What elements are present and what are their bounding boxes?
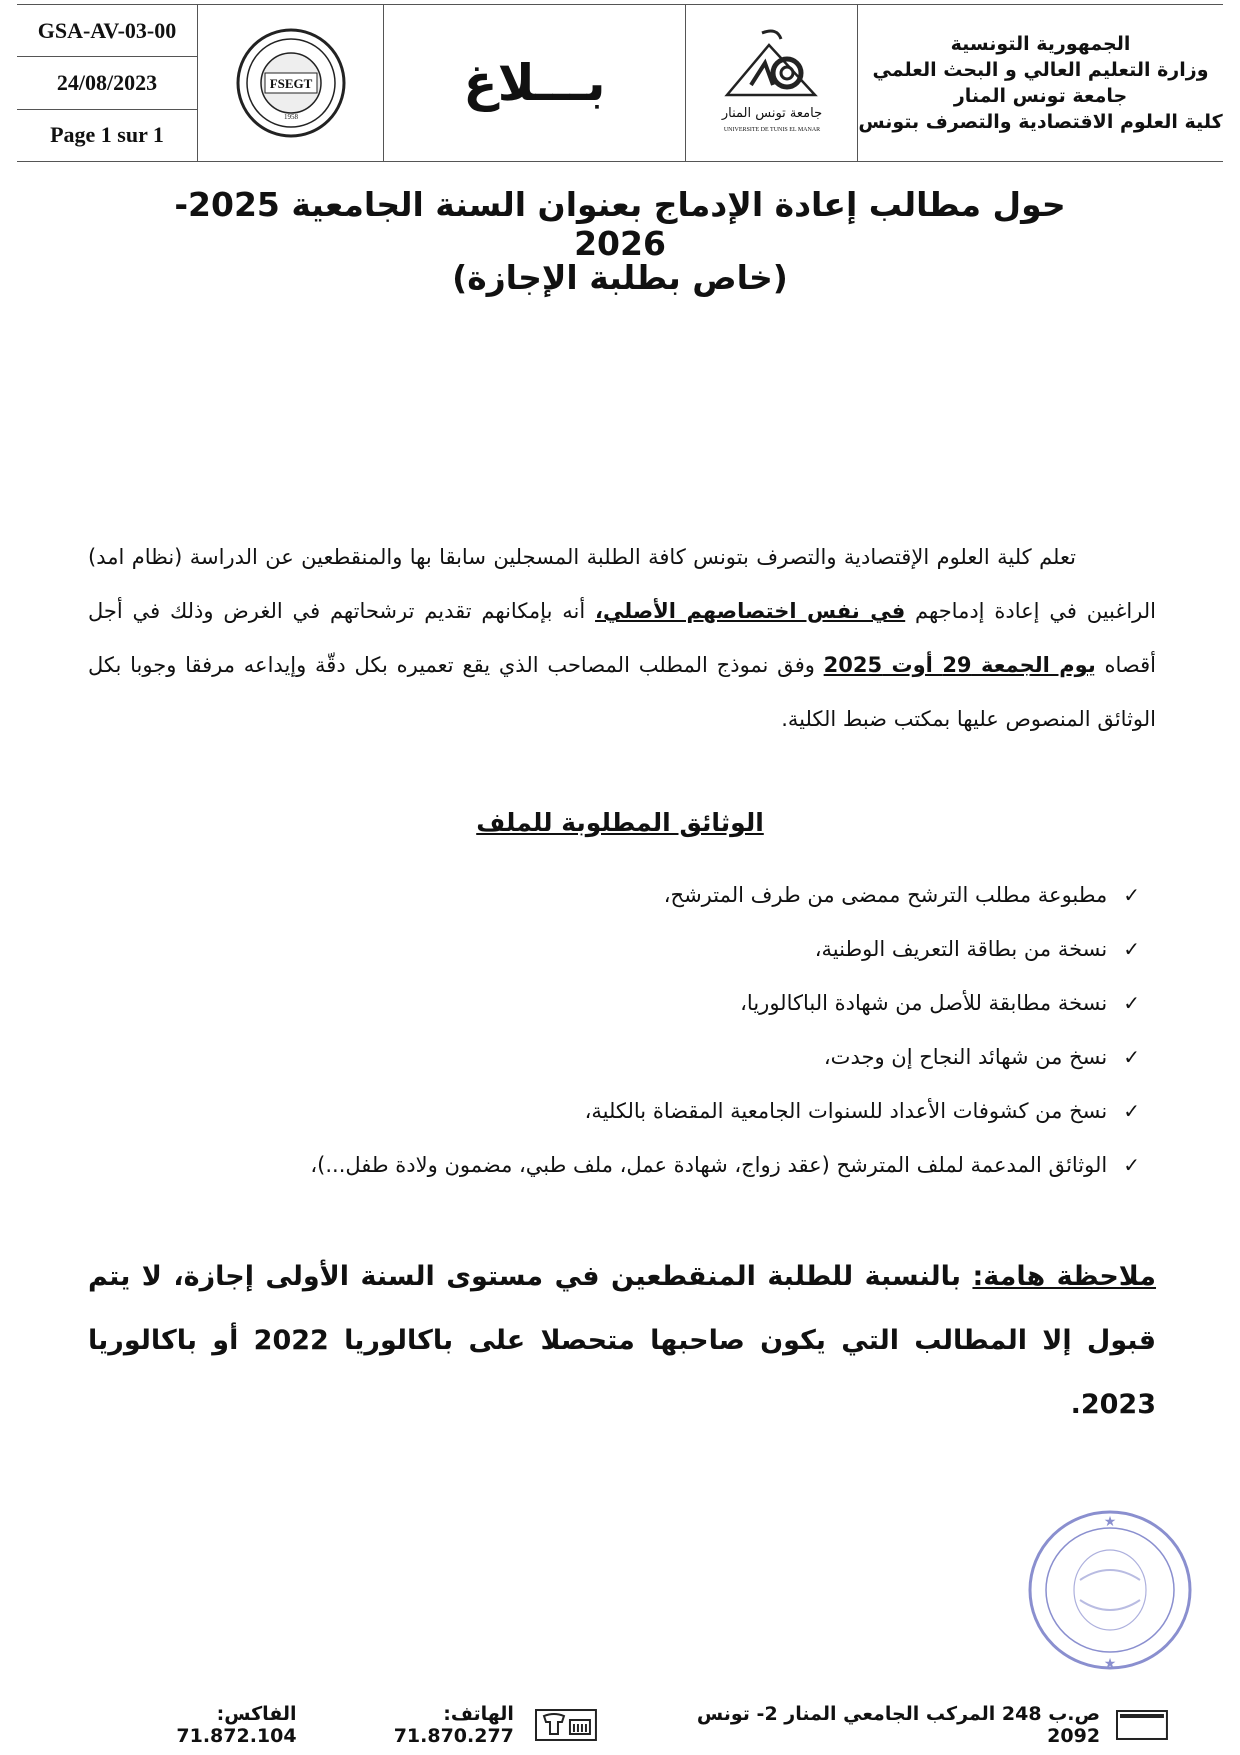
body-text-3: وفق نموذج المطلب المصاحب الذي يقع تعميره بكل دقّة وإيداعه مرفقا وجوبا بكل الوثائق المنصوص عليها بمكتب ضبط الكلية. [88,653,1156,731]
institution-line: وزارة التعليم العالي و البحث العلمي [872,59,1209,81]
checkmark-icon: ✓ [1123,1153,1140,1177]
utm-logo-arabic: جامعة تونس المنار [721,106,822,121]
utm-logo-latin: UNIVERSITE DE TUNIS EL MANAR [723,127,820,133]
document-footer [90,1703,1170,1747]
required-docs-list [140,868,1140,1192]
mailbox-icon [1114,1708,1170,1742]
utm-university-logo [707,23,837,143]
phone-fax-icon [534,1708,598,1742]
list-item-text: نسخ من كشوفات الأعداد للسنوات الجامعية المقضاة بالكلية، [584,1099,1108,1123]
doc-code: GSA-AV-03-00 [17,5,197,57]
institution-line: الجمهورية التونسية [950,33,1131,55]
official-stamp [1010,1500,1210,1680]
document-header [17,4,1223,162]
body-text-2: أنه بإمكانهم تقديم ترشحاتهم في الغرض وذلك في أجل أقصاه [88,599,1156,677]
footer-fax: الفاكس: 71.872.104 [176,1703,297,1747]
list-item-text: الوثائق المدعمة لملف المترشح (عقد زواج، شهادة عمل، ملف طبي، مضمون ولادة طفل...)، [310,1153,1108,1177]
list-item [140,1138,1140,1192]
note-text: بالنسبة للطلبة المنقطعين في مستوى السنة الأولى إجازة، لا يتم قبول إلا المطالب التي يكون صاحبها متحصلا على باكالوريا 2022 أو باكالوريا 2023. [88,1261,1156,1420]
institution-line: جامعة تونس المنار [953,85,1128,107]
important-note [88,1245,1156,1437]
doc-date: 24/08/2023 [17,57,197,109]
list-item [140,976,1140,1030]
list-item [140,1030,1140,1084]
svg-text:★: ★ [1103,1514,1117,1530]
checkmark-icon: ✓ [1123,1045,1140,1069]
svg-text:★: ★ [1103,1656,1117,1672]
announcement-body [88,530,1156,746]
list-item [140,1084,1140,1138]
fsegt-logo-cell [197,5,383,161]
list-item [140,868,1140,922]
body-text-1: تعلم كلية العلوم الإقتصادية والتصرف بتونس كافة الطلبة المسجلين سابقا بها والمنقطعين عن الدراسة (نظام امد) الراغبين في إعادة إدماجهم [88,545,1156,623]
institution-block [857,5,1223,161]
footer-phone: الهاتف: 71.870.277 [393,1703,514,1747]
required-docs-title: الوثائق المطلوبة للملف [476,808,764,837]
checkmark-icon: ✓ [1123,1099,1140,1123]
reference-block [17,5,197,161]
fsegt-seal-logo [235,27,347,139]
footer-address: ص.ب 248 المركب الجامعي المنار 2- تونس 2092 [696,1703,1101,1747]
body-emphasis-specialty: في نفس اختصاصهم الأصلي، [595,599,906,623]
page-subtitle: (خاص بطلبة الإجازة) [452,258,788,297]
list-item [140,922,1140,976]
body-emphasis-deadline: يوم الجمعة 29 أوت 2025 [823,653,1096,677]
list-item-text: نسخة من بطاقة التعريف الوطنية، [814,937,1108,961]
institution-line: كلية العلوم الاقتصادية والتصرف بتونس [858,111,1223,133]
checkmark-icon: ✓ [1123,991,1140,1015]
page-number: Page 1 sur 1 [50,122,164,148]
fsegt-logo-year: 1958 [283,113,298,121]
utm-logo-cell [685,5,857,161]
list-item-text: مطبوعة مطلب الترشح ممضى من طرف المترشح، [663,883,1108,907]
checkmark-icon: ✓ [1123,937,1140,961]
checkmark-icon: ✓ [1123,883,1140,907]
list-item-text: نسخ من شهائد النجاح إن وجدت، [823,1045,1108,1069]
page-title: حول مطالب إعادة الإدماج بعنوان السنة الجامعية 2025- 2026 [174,185,1066,263]
fsegt-logo-text: FSEGT [269,76,312,91]
note-label: ملاحظة هامة: [972,1261,1157,1292]
list-item-text: نسخة مطابقة للأصل من شهادة الباكالوريا، [740,991,1108,1015]
announcement-title: بـــلاغ [383,5,685,161]
